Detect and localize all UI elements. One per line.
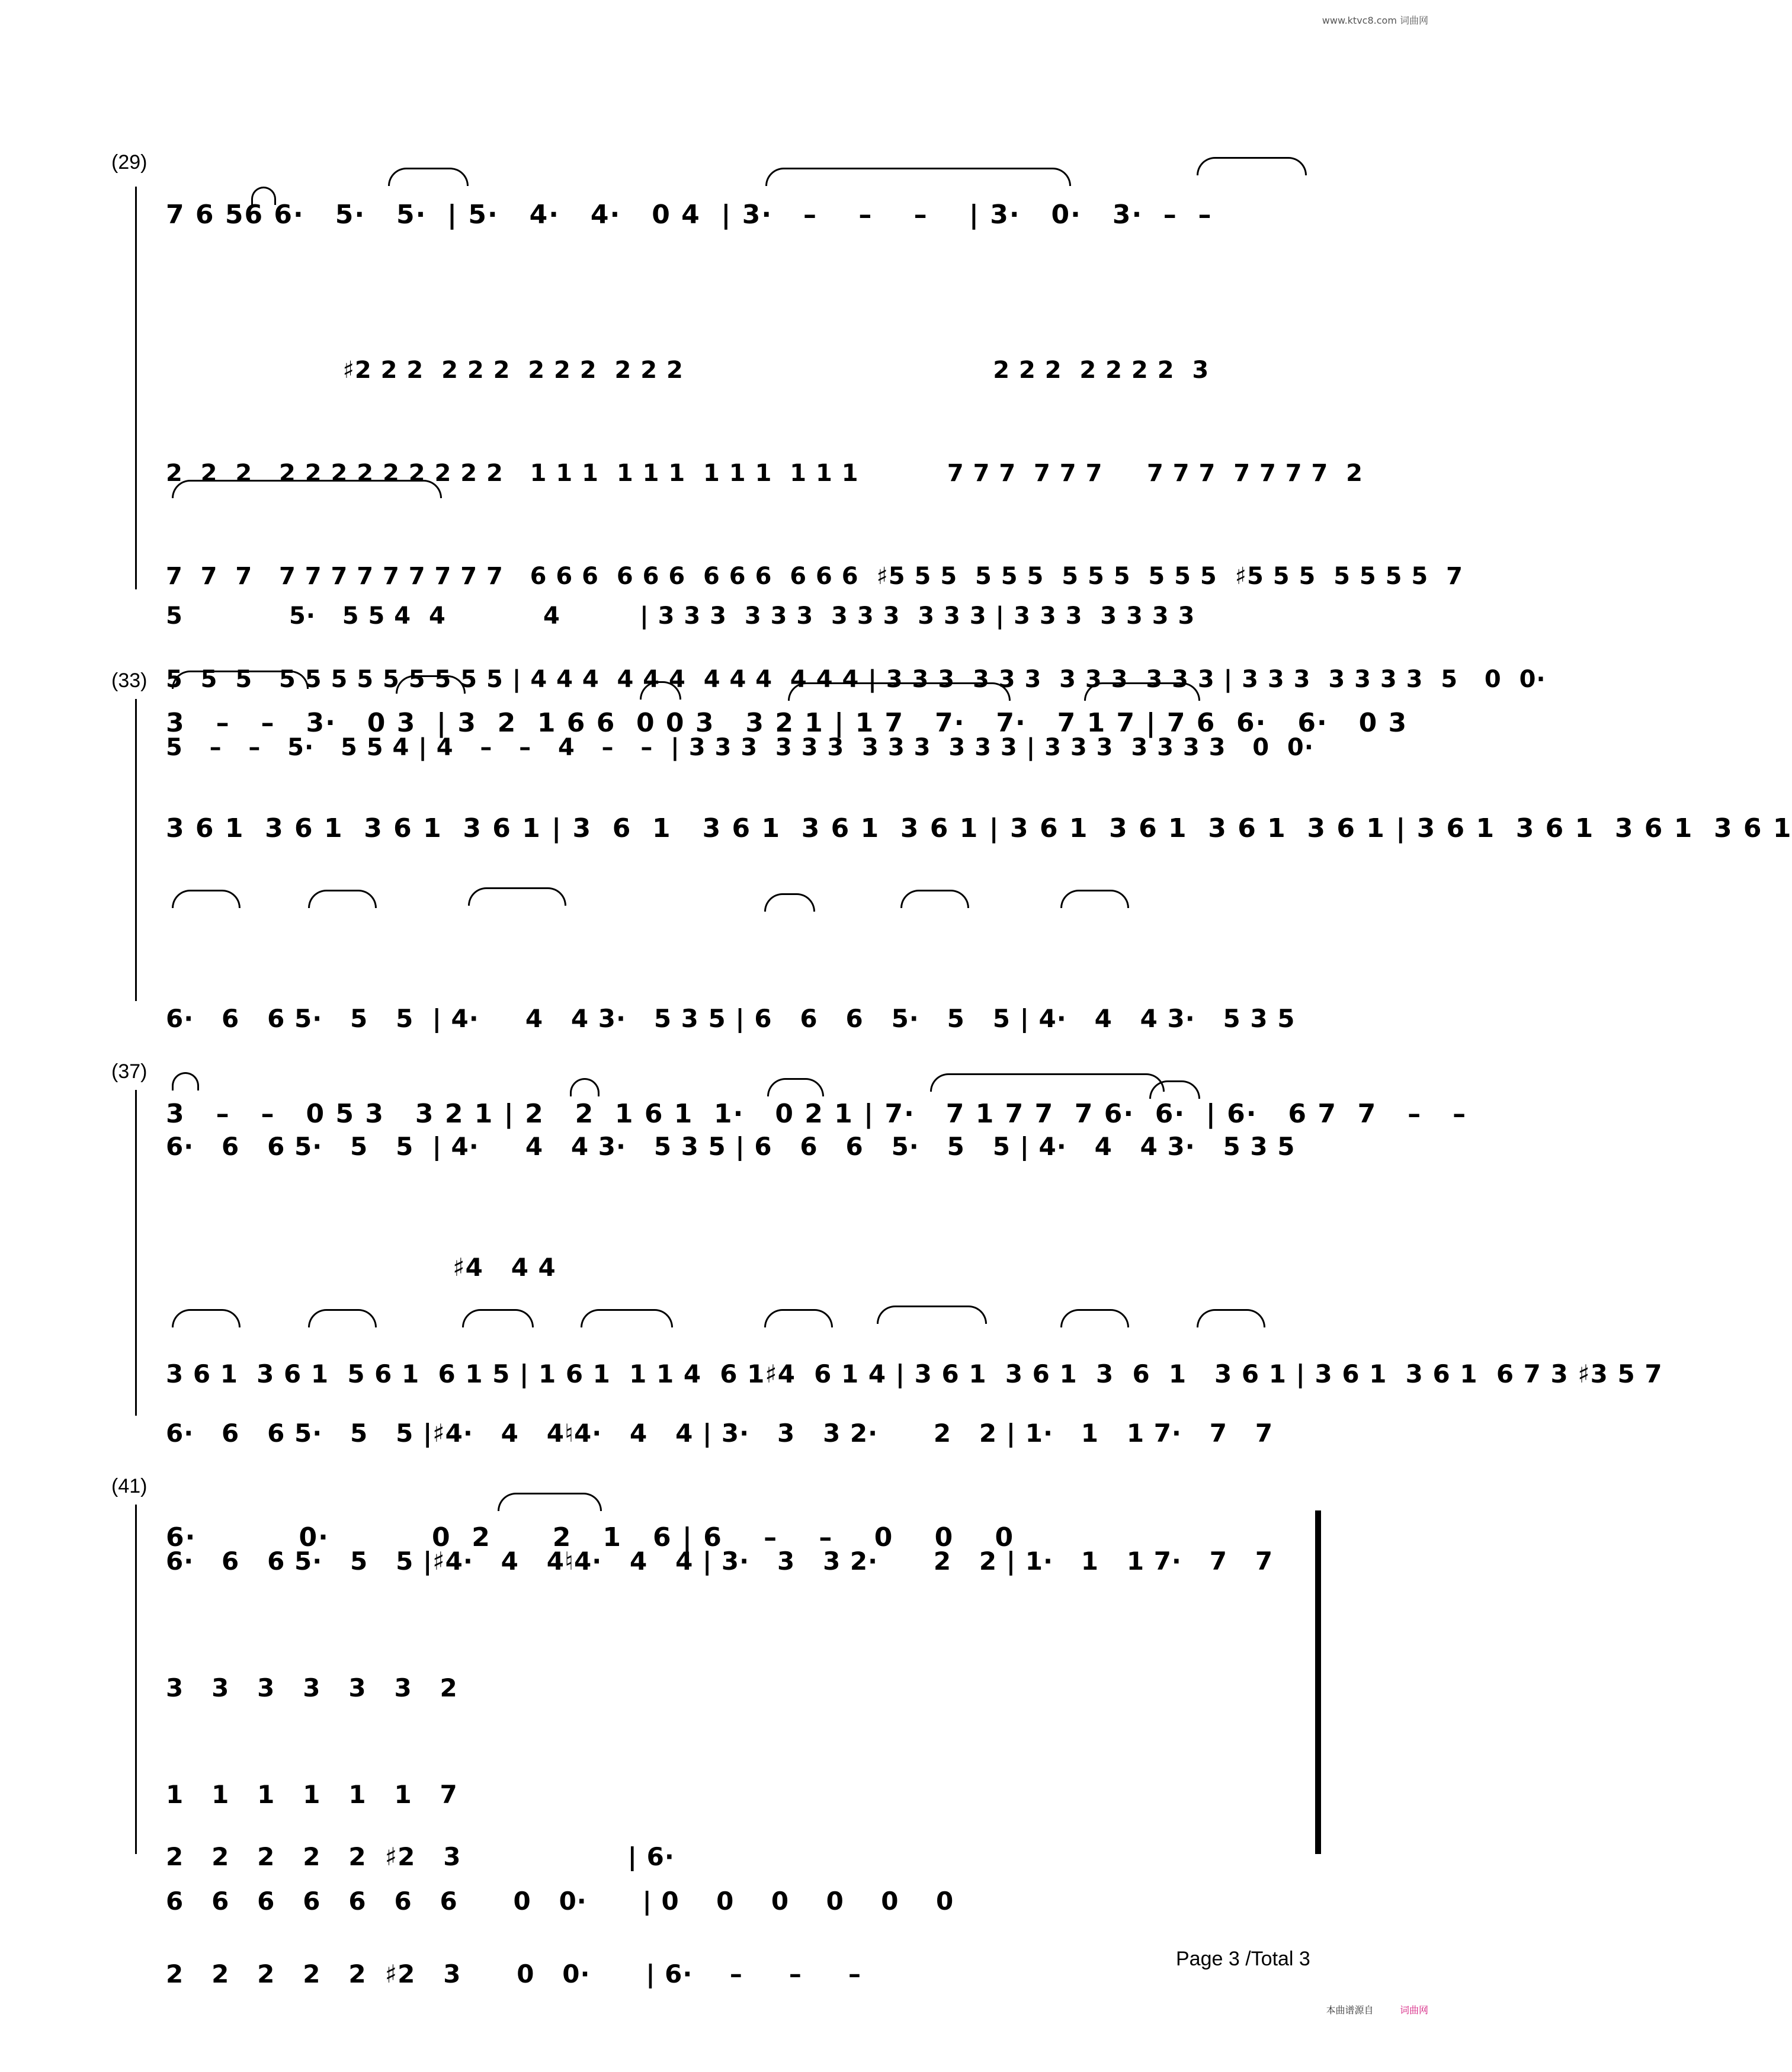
tie: [764, 893, 815, 912]
brand-site: 词曲网: [1399, 2006, 1428, 2016]
bass-row: 6· 6 6 5· 5 5 |♯4· 4 4♮4· 4 4 | 3· 3 3 2· 2 2 | 1· 1 1 7· 7 7: [166, 1419, 1274, 1448]
bass-row: 6· 6 6 5· 5 5 | 4· 4 4 3· 5 3 5 | 6 6 6 5· 5 5 | 4· 4 4 3· 5 3 5: [166, 1132, 1296, 1161]
measure-number: (33): [111, 669, 148, 692]
harmony-row: 5 5 5 5 5 5 5 5 5 5 5 5 | 4 4 4 4 4 4 4 4 4 4 4 4 | 3 3 3 3 3 3 3 3 3 3 3 3 | 3 3 3 3 3 3 3 5 0 0·: [166, 666, 1546, 693]
tie: [172, 1309, 241, 1327]
final-barline: [1315, 1510, 1321, 1854]
bass-row: 5 5· 5 5 4 4 4 | 3 3 3 3 3 3 3 3 3 3 3 3 | 3 3 3 3 3 3 3: [166, 602, 1195, 630]
system-brace: [135, 1505, 137, 1854]
tie: [877, 1306, 987, 1324]
harmony-row: 6 6 6 6 6 6 6 0 0· | 0 0 0 0 0 0: [166, 1887, 954, 1916]
tie: [308, 890, 377, 908]
tie: [570, 1078, 600, 1096]
bass-row: 6· 6 6 5· 5 5 | 4· 4 4 3· 5 3 5 | 6 6 6 5· 5 5 | 4· 4 4 3· 5 3 5: [166, 1004, 1296, 1033]
tie: [765, 168, 1071, 186]
measure-number: (41): [111, 1475, 148, 1497]
bass-rows: [166, 1759, 861, 2072]
harmony-row: 1 1 1 1 1 1 7: [166, 1780, 458, 1809]
tie: [1084, 682, 1200, 701]
harmony-row: ♯4 4 4: [166, 1253, 556, 1282]
bass-row: 2 2 2 2 2 ♯2 3 0 0· | 6· – – –: [166, 1959, 862, 1988]
tie: [1197, 1309, 1265, 1327]
tie: [581, 1309, 673, 1327]
harmony-row: 3 6 1 3 6 1 3 6 1 3 6 1 | 3 6 1 3 6 1 3 6 1 3 6 1 | 3 6 1 3 6 1 3 6 1 3 6 1 | 3 6 1 3 6 1 3 6 1 3 6 1: [166, 813, 1792, 843]
system-brace: [135, 1090, 137, 1416]
tie: [498, 1493, 602, 1511]
bass-row: 6· 6 6 5· 5 5 |♯4· 4 4♮4· 4 4 | 3· 3 3 2· 2 2 | 1· 1 1 7· 7 7: [166, 1547, 1274, 1576]
system-brace: [135, 187, 137, 589]
tie: [788, 682, 1011, 701]
tie: [308, 1309, 377, 1327]
tie: [640, 681, 681, 700]
melody-row: 7 6 56 6· 5· 5· | 5· 4· 4· 0 4 | 3· – – – | 3· 0· 3· – –: [166, 200, 1213, 230]
brand-footer: [1326, 2003, 1428, 2016]
tie: [396, 675, 466, 694]
page-footer: Page 3 /Total 3: [1176, 1948, 1310, 1970]
melody-row: 3 – – 3· 0 3 | 3 2 1 6 6 0 0 3 3 2 1 | 1 7 7· 7· 7 1 7 | 7 6 6· 6· 0 3: [166, 708, 1408, 738]
side-watermark-left: [2, 18, 14, 2007]
tie: [1060, 890, 1129, 908]
harmony-row: 2 2 2 2 2 2 2 2 2 2 2 2 1 1 1 1 1 1 1 1 1 1 1 1 7 7 7 7 7 7 7 7 7 7 7 7 7 2: [166, 460, 1364, 487]
tie: [172, 480, 442, 498]
measure-number: (37): [111, 1060, 148, 1083]
brand-text: 本曲谱源自: [1326, 2006, 1374, 2016]
melody-row: 3 – – 0 5 3 3 2 1 | 2 2 1 6 1 1· 0 2 1 | 7· 7 1 7 7 7 6· 6· | 6· 6 7 7 – –: [166, 1099, 1467, 1129]
tie: [172, 1072, 199, 1090]
harmony-row: ♯2 2 2 2 2 2 2 2 2 2 2 2 2 2 2 2 2 2 2 3: [166, 357, 1210, 384]
tie: [172, 890, 241, 908]
tie: [767, 1078, 824, 1096]
measure-number: (29): [111, 151, 148, 174]
tie: [251, 187, 276, 205]
tie: [764, 1309, 833, 1327]
bass-row: 2 2 2 2 2 ♯2 3 | 6·: [166, 1842, 675, 1871]
tie: [930, 1073, 1165, 1092]
tie: [462, 1309, 534, 1327]
tie: [172, 671, 309, 689]
tie: [1149, 1080, 1200, 1099]
harmony-row: 7 7 7 7 7 7 7 7 7 7 7 7 6 6 6 6 6 6 6 6 6 6 6 6 ♯5 5 5 5 5 5 5 5 5 5 5 5 ♯5 5 5 5 5 5 5 7: [166, 563, 1463, 590]
tie: [388, 168, 469, 186]
harmony-row: 3 6 1 3 6 1 5 6 1 6 1 5 | 1 6 1 1 1 4 6 1♯4 6 1 4 | 3 6 1 3 6 1 3 6 1 3 6 1 | 3 6 1 3 6 1 6 7 3 ♯3 5 7: [166, 1359, 1663, 1388]
tie: [1060, 1309, 1129, 1327]
harmony-row: 3 3 3 3 3 3 2: [166, 1673, 458, 1702]
bass-row: 5 – – 5· 5 5 4 | 4 – – 4 – – | 3 3 3 3 3 3 3 3 3 3 3 3 | 3 3 3 3 3 3 3 0 0·: [166, 734, 1314, 761]
melody-row: 6· 0· 0 2 2 1 6 | 6 – – 0 0 0: [166, 1522, 1015, 1553]
tie: [468, 887, 566, 906]
site-url: www.ktvc8.com 词曲网: [1322, 15, 1428, 26]
system-brace: [135, 699, 137, 1001]
tie: [900, 890, 969, 908]
tie: [1197, 157, 1307, 175]
